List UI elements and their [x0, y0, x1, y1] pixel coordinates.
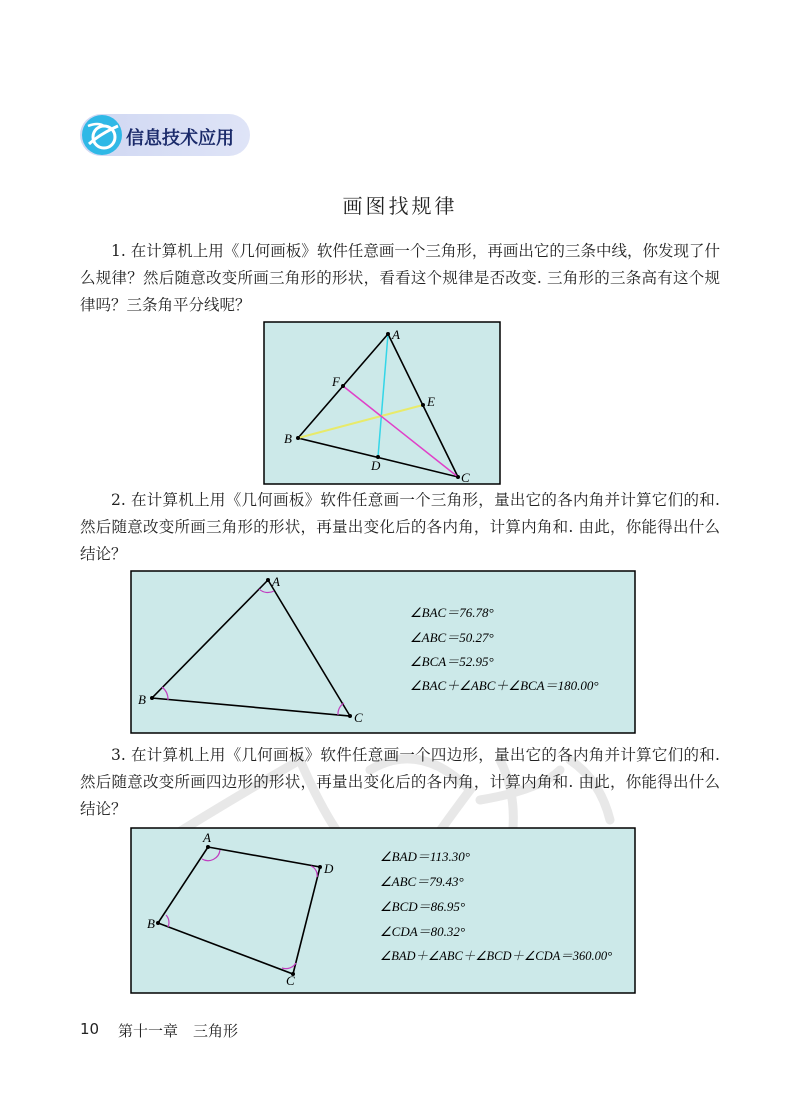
measurement-sum: ∠BAC＋∠ABC＋∠BCA＝180.00° — [410, 678, 599, 693]
measurement-sum: ∠BAD＋∠ABC＋∠BCD＋∠CDA＝360.00° — [380, 949, 613, 963]
figure-medians — [263, 321, 501, 485]
figure-quadrilateral-angles — [130, 827, 636, 994]
label-c: C — [354, 710, 363, 725]
label-d: D — [371, 458, 381, 473]
label-d: D — [324, 861, 334, 876]
label-f: F — [332, 374, 340, 389]
measurement-1: ∠BAD＝113.30° — [380, 849, 470, 864]
page-title: 画图找规律 — [342, 194, 458, 218]
paragraph-1: 1. 在计算机上用《几何画板》软件任意画一个三角形，再画出它的三条中线，你发现了什么规律？然后随意改变所画三角形的形状，看看这个规律是否改变. 三角形的三条高有这个规律吗？三条角平分线呢？ — [80, 242, 720, 314]
label-b: B — [138, 692, 146, 707]
label-b: B — [147, 916, 155, 931]
section-badge-label: 信息技术应用 — [126, 128, 234, 149]
measurement-3: ∠BCD＝86.95° — [380, 899, 466, 914]
label-b: B — [284, 431, 292, 446]
measurement-2: ∠ABC＝79.43° — [380, 874, 464, 889]
label-a: A — [392, 327, 400, 342]
page-number: 10 — [80, 1020, 100, 1038]
label-e: E — [427, 394, 435, 409]
info-tech-icon — [80, 114, 124, 156]
label-c: C — [461, 470, 470, 485]
label-a: A — [272, 574, 280, 589]
figure-triangle-angles — [130, 570, 636, 734]
chapter-title: 第十一章 三角形 — [118, 1022, 239, 1040]
measurement-2: ∠ABC＝50.27° — [410, 630, 494, 645]
label-a: A — [203, 830, 211, 845]
measurement-4: ∠CDA＝80.32° — [380, 924, 466, 939]
label-c: C — [286, 973, 295, 988]
measurement-3: ∠BCA＝52.95° — [410, 654, 494, 669]
paragraph-3: 3. 在计算机上用《几何画板》软件任意画一个四边形，量出它的各内角并计算它们的和. 然后随意改变所画四边形的形状，再量出变化后的各内角，计算内角和. 由此，你能得出什么结论？ — [80, 746, 720, 818]
measurement-1: ∠BAC＝76.78° — [410, 605, 494, 620]
paragraph-2: 2. 在计算机上用《几何画板》软件任意画一个三角形，量出它的各内角并计算它们的和. 然后随意改变所画三角形的形状，再量出变化后的各内角，计算内角和. 由此，你能得出什么结论？ — [80, 491, 720, 563]
